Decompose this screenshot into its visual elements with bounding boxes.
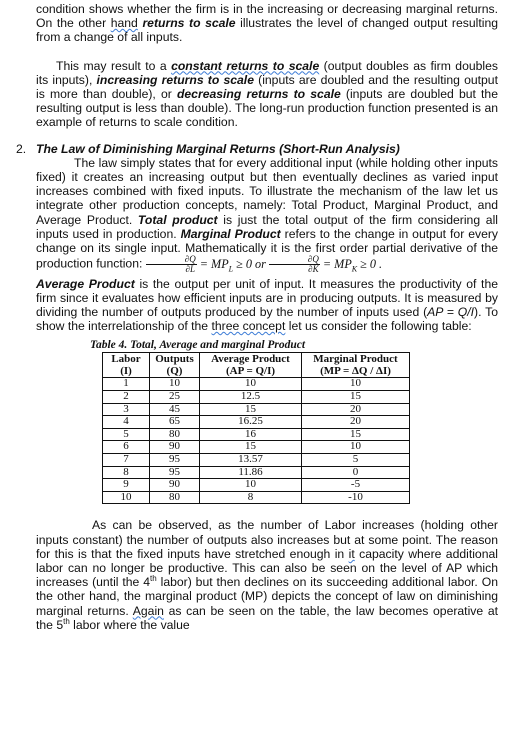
term-average-product: Average Product bbox=[36, 276, 135, 291]
table-cell: 45 bbox=[150, 403, 200, 416]
header-label: Outputs bbox=[155, 353, 194, 366]
text-hand: hand bbox=[110, 16, 138, 31]
document-page bbox=[16, 2, 499, 632]
text: is the output per unit of input. It measures the productivity of the firm since it evaluates how efficient inputs are in producing outputs. It is measured by dividing the number of outputs produced by the number of inputs used ( bbox=[36, 276, 498, 320]
text: illustrates the level of changed output resulting from a change of all inputs. bbox=[36, 16, 499, 45]
fraction-numerator: ∂Q bbox=[146, 255, 197, 265]
header-marginal-product bbox=[302, 353, 410, 378]
table-cell: 4 bbox=[103, 416, 150, 429]
paragraph-law-definition bbox=[36, 156, 498, 334]
text: let us consider the following table: bbox=[285, 319, 472, 334]
table-cell: 3 bbox=[103, 403, 150, 416]
table-row bbox=[103, 416, 410, 429]
text: This may result to a bbox=[56, 58, 172, 73]
table-cell: 10 bbox=[200, 479, 302, 492]
table-cell: 95 bbox=[150, 466, 200, 479]
table-cell: 10 bbox=[200, 378, 302, 391]
table-cell: 80 bbox=[150, 428, 200, 441]
table-cell: 10 bbox=[150, 378, 200, 391]
table-cell: 1 bbox=[103, 378, 150, 391]
text: condition shows whether the firm is in the increasing or decreasing marginal returns. On the other bbox=[36, 2, 498, 31]
section-number: 2. bbox=[16, 141, 27, 156]
table-cell: 25 bbox=[150, 391, 200, 404]
superscript: th bbox=[150, 574, 157, 584]
term-returns-to-scale: returns to scale bbox=[142, 16, 236, 31]
text: labor where the value bbox=[69, 617, 190, 632]
text: The law simply states that for every additional input (while holding other inputs fixed) it creates an increasing output but then eventually declines as varied input increases combined with fixed inputs. To illustrate the mechanism of the law let us integrate other production concepts, namely: Total Product, Marginal Product, and Average Product. bbox=[36, 155, 498, 227]
table-row bbox=[103, 491, 410, 504]
superscript: th bbox=[63, 616, 70, 626]
table-body bbox=[103, 378, 410, 504]
table-cell: 95 bbox=[150, 453, 200, 466]
table-cell: 15 bbox=[200, 403, 302, 416]
table-row bbox=[103, 378, 410, 391]
table-cell: 10 bbox=[103, 491, 150, 504]
table-cell: 10 bbox=[302, 441, 410, 454]
text: = MP bbox=[322, 256, 352, 271]
table-cell: 9 bbox=[103, 479, 150, 492]
text: is just the total output of the firm considering all inputs used in production. bbox=[36, 212, 498, 241]
subscript: K bbox=[351, 264, 358, 274]
table-cell: 10 bbox=[302, 378, 410, 391]
table-cell: 0 bbox=[302, 466, 410, 479]
table-row bbox=[103, 479, 410, 492]
fraction-numerator: ∂Q bbox=[269, 255, 320, 265]
table-cell: -10 bbox=[302, 491, 410, 504]
table-row bbox=[103, 466, 410, 479]
table-cell: 12.5 bbox=[200, 391, 302, 404]
header-labor bbox=[103, 353, 150, 378]
header-sublabel: (AP = Q/I) bbox=[225, 365, 276, 378]
fraction-denominator: ∂K bbox=[308, 264, 319, 275]
section-title: The Law of Diminishing Marginal Returns (Short-Run Analysis) bbox=[36, 141, 400, 156]
table-cell: 8 bbox=[103, 466, 150, 479]
header-sublabel: (Q) bbox=[166, 365, 183, 378]
section-diminishing-returns bbox=[16, 141, 499, 505]
equation-mpl bbox=[197, 256, 269, 274]
product-table bbox=[102, 352, 410, 504]
table-cell: 5 bbox=[103, 428, 150, 441]
term-marginal-product: Marginal Product bbox=[180, 226, 281, 241]
text-it: it bbox=[348, 546, 355, 561]
table-cell: 80 bbox=[150, 491, 200, 504]
table-cell: 11.86 bbox=[200, 466, 302, 479]
fraction-dq-dl bbox=[146, 255, 197, 274]
table-cell: 20 bbox=[302, 416, 410, 429]
text: refers to the change in output for every change on its single input. Mathematically it is the first order partial derivative of the production function: bbox=[36, 226, 499, 271]
table-cell: 15 bbox=[200, 441, 302, 454]
table-row bbox=[103, 403, 410, 416]
subscript: L bbox=[228, 264, 234, 274]
header-average-product bbox=[200, 353, 302, 378]
equation-mpk bbox=[320, 256, 383, 274]
term-total-product: Total product bbox=[137, 212, 218, 227]
table-cell: 6 bbox=[103, 441, 150, 454]
table-cell: 13.57 bbox=[200, 453, 302, 466]
fraction-dq-dk bbox=[269, 255, 320, 274]
table-cell: 16 bbox=[200, 428, 302, 441]
text-three-concept: three concept bbox=[211, 319, 286, 334]
header-outputs bbox=[150, 353, 200, 378]
table-cell: 65 bbox=[150, 416, 200, 429]
table-cell: 7 bbox=[103, 453, 150, 466]
header-label: Labor bbox=[111, 353, 141, 366]
table-cell: 16.25 bbox=[200, 416, 302, 429]
header-label: Marginal Product bbox=[313, 353, 398, 366]
table-row bbox=[103, 453, 410, 466]
table-row bbox=[103, 441, 410, 454]
text: labor) but then declines on its succeeding additional labor. On the other hand, the marginal product (MP) depicts the concept of law on diminishing marginal returns. bbox=[36, 575, 498, 618]
paragraph-returns-types bbox=[36, 59, 498, 130]
text: capacity where additional labor can no longer be productive. This can also be seen on the level of AP which increases (until the 4 bbox=[36, 546, 498, 590]
table-cell: -5 bbox=[302, 479, 410, 492]
text: = MP bbox=[199, 256, 229, 271]
table-cell: 15 bbox=[302, 391, 410, 404]
header-sublabel: (I) bbox=[120, 365, 132, 378]
text: ≥ 0 . bbox=[357, 256, 383, 271]
text: (inputs are doubled and the resulting output is more than double), or bbox=[36, 72, 498, 102]
table-cell: 5 bbox=[302, 453, 410, 466]
table-row bbox=[103, 428, 410, 441]
paragraph-observation bbox=[36, 518, 498, 632]
text: ). To show the interrelationship of the bbox=[36, 305, 498, 334]
text-again: Again bbox=[132, 603, 164, 618]
table-cell: 90 bbox=[150, 441, 200, 454]
table-cell: 2 bbox=[103, 391, 150, 404]
header-label: Average Product bbox=[211, 353, 290, 366]
text: (output doubles as firm doubles its inputs), bbox=[36, 58, 498, 87]
table-row bbox=[103, 391, 410, 404]
table-cell: 8 bbox=[200, 491, 302, 504]
header-sublabel: (MP = ΔQ / ΔI) bbox=[320, 365, 391, 378]
fraction-denominator: ∂L bbox=[185, 264, 195, 275]
text: ≥ 0 or bbox=[233, 256, 269, 271]
table-cell: 15 bbox=[302, 428, 410, 441]
term-decreasing-returns: decreasing returns to scale bbox=[176, 87, 341, 102]
table-header-row bbox=[103, 353, 410, 378]
table-cell: 20 bbox=[302, 403, 410, 416]
formula-ap: AP = Q/I bbox=[427, 305, 475, 320]
paragraph-returns-intro bbox=[36, 2, 498, 45]
text: As can be observed, as the number of Labor increases (holding other inputs constant) the number of outputs also increases but at some point. The reason for this is that the fixed inputs have stretched enough in bbox=[36, 518, 498, 561]
term-increasing-returns: increasing returns to scale bbox=[96, 72, 254, 87]
text: (inputs are doubled but the resulting output is less than double). The long-run production function presented is an example of returns to scale condition. bbox=[36, 87, 498, 130]
term-constant-returns: constant returns to scale bbox=[171, 58, 320, 73]
text: as can be seen on the table, the law becomes operative at the 5 bbox=[36, 603, 499, 632]
table-cell: 90 bbox=[150, 479, 200, 492]
table-caption: Table 4. Total, Average and marginal Product bbox=[90, 339, 306, 352]
